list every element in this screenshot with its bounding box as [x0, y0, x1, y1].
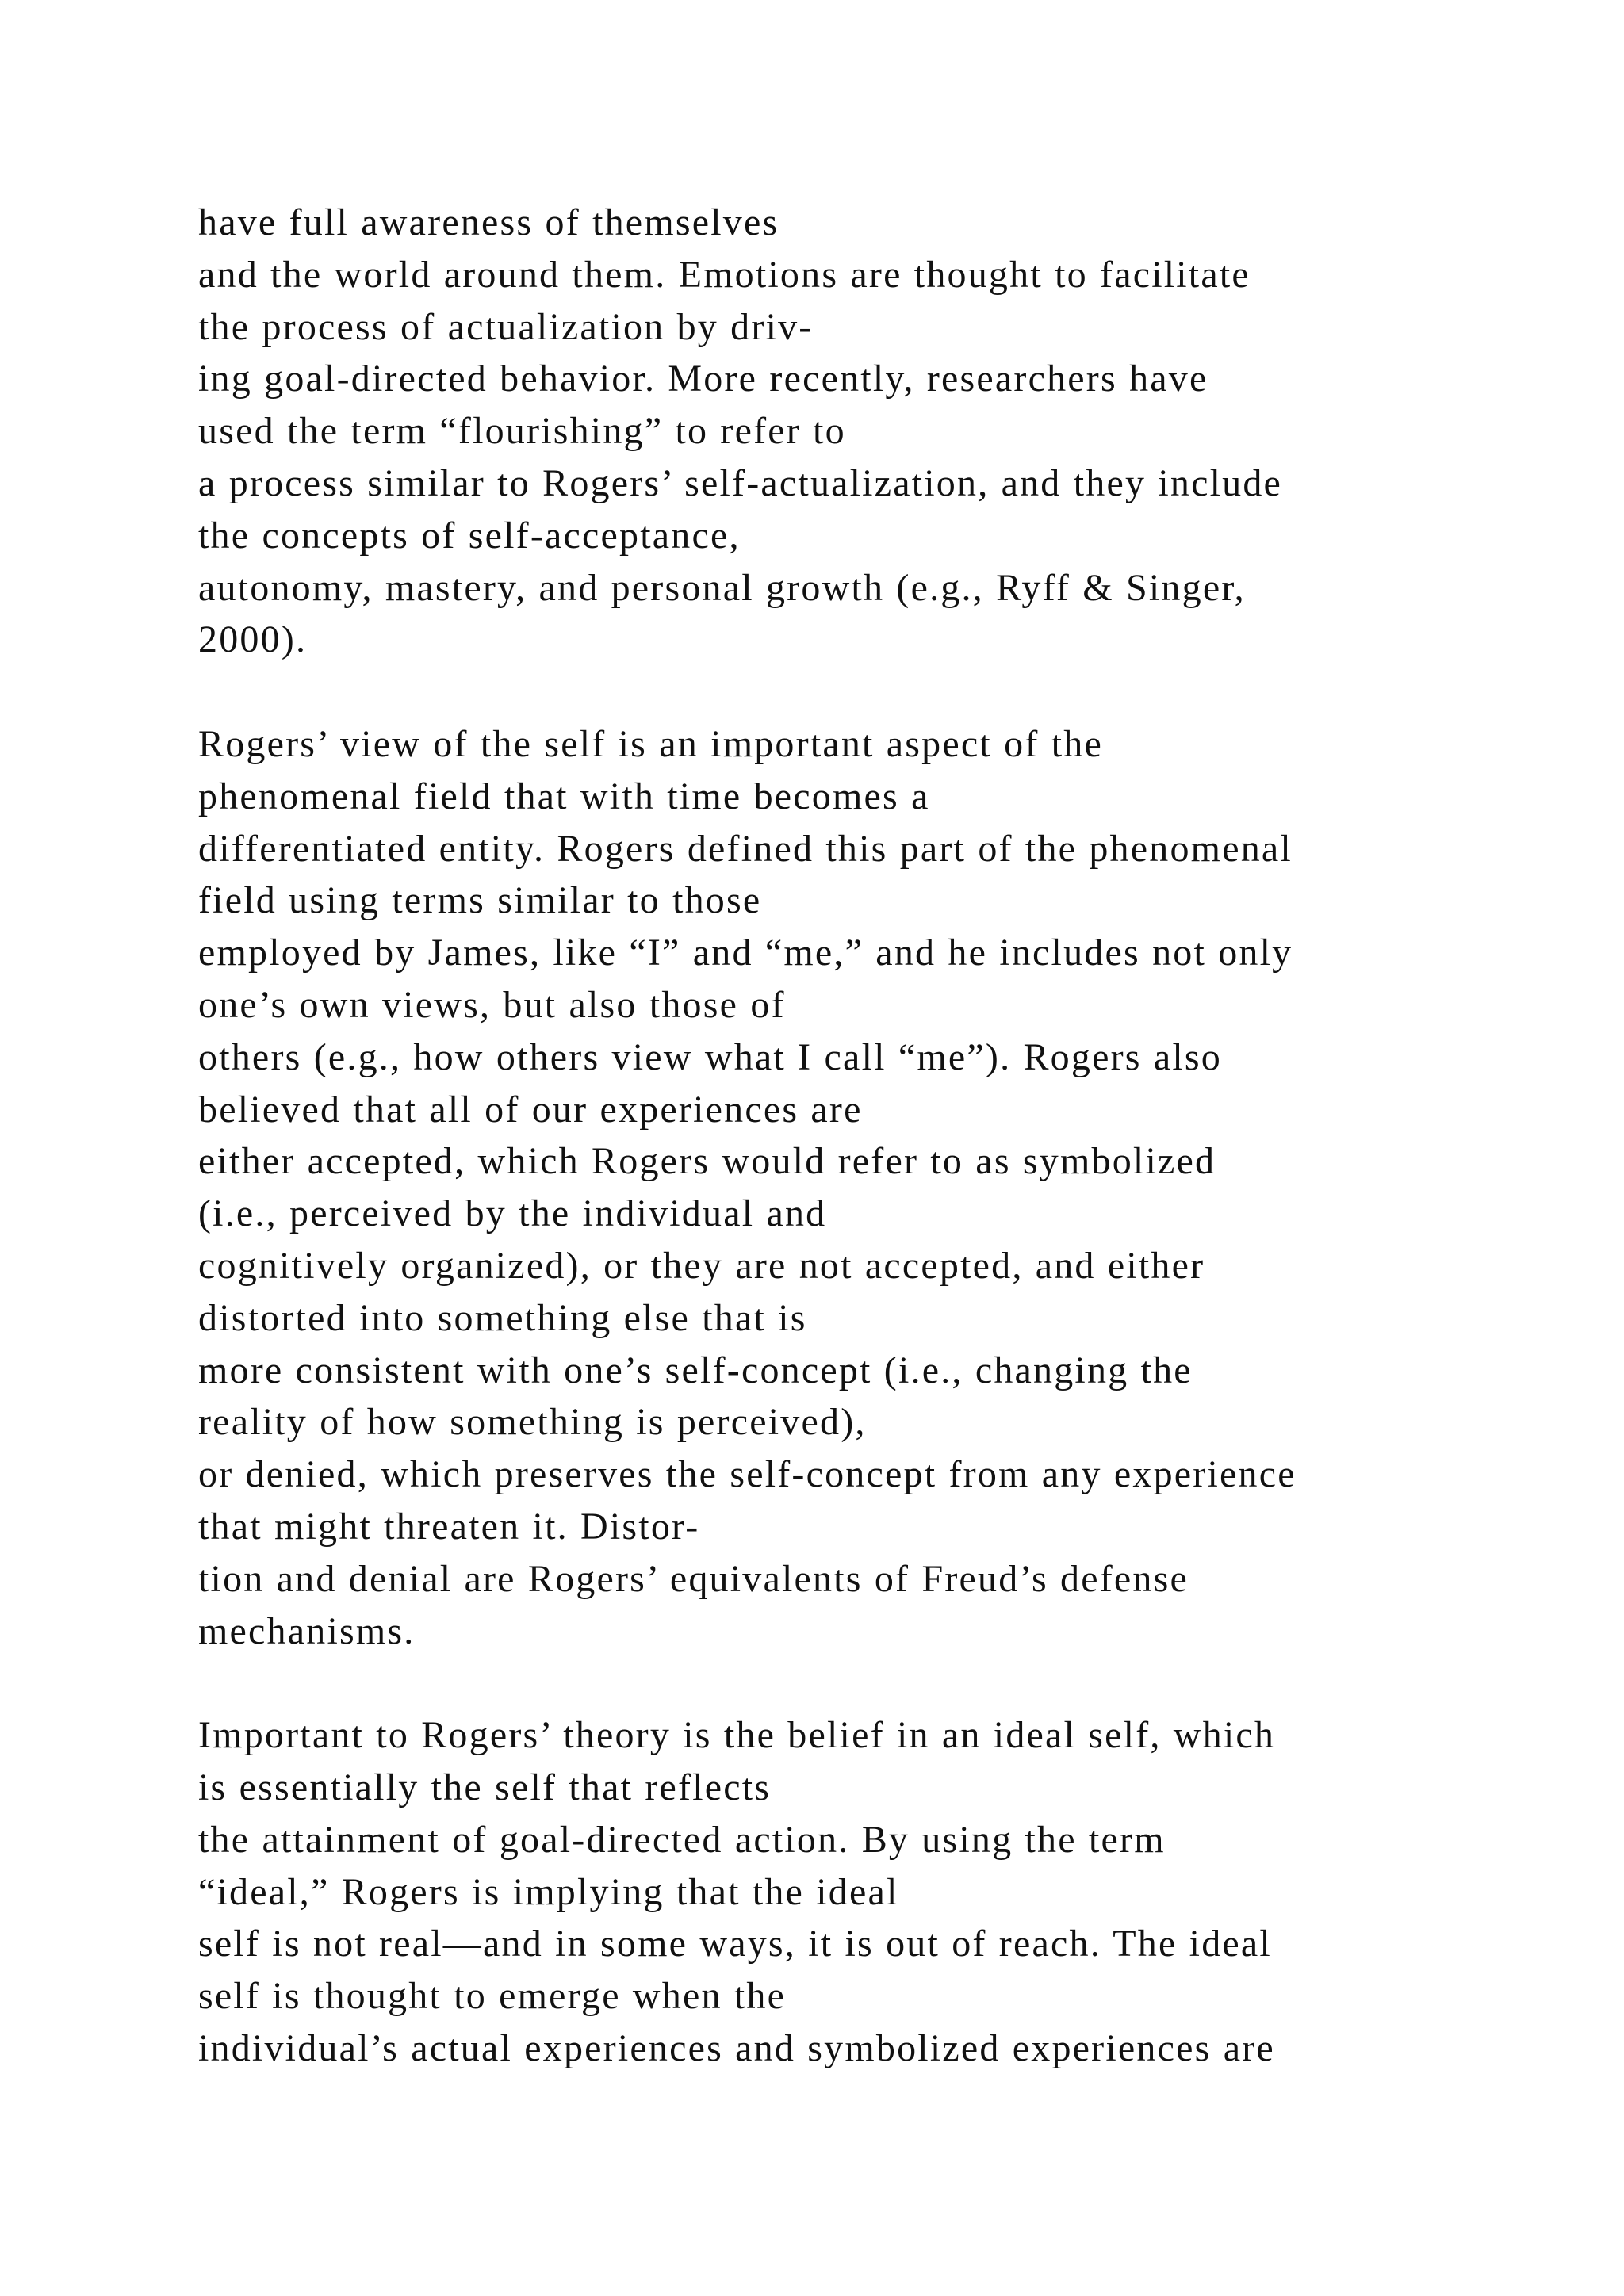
document-body	[198, 197, 1546, 2075]
text-line: autonomy, mastery, and personal growth (e.g., Ryff & Singer,	[198, 566, 1246, 609]
text-line: Important to Rogers’ theory is the belief in an ideal self, which	[198, 1714, 1276, 1757]
text-line: the attainment of goal-directed action. By using the term	[198, 1818, 1166, 1861]
text-line: the concepts of self-acceptance,	[198, 514, 741, 557]
paragraph-spacer	[198, 666, 1546, 718]
text-line: tion and denial are Rogers’ equivalents of Freud’s defense	[198, 1557, 1189, 1600]
paragraph-actualization	[198, 197, 1546, 666]
text-line: Rogers’ view of the self is an important aspect of the	[198, 722, 1103, 765]
text-line: “ideal,” Rogers is implying that the ideal	[198, 1870, 899, 1913]
text-line: others (e.g., how others view what I call “me”). Rogers also	[198, 1035, 1222, 1078]
text-line: a process similar to Rogers’ self-actualization, and they include	[198, 461, 1283, 504]
text-line: 2000).	[198, 618, 308, 661]
text-line: either accepted, which Rogers would refer to as symbolized	[198, 1140, 1216, 1183]
text-line: believed that all of our experiences are	[198, 1088, 863, 1131]
text-line: the process of actualization by driv-	[198, 305, 814, 348]
text-line: reality of how something is perceived),	[198, 1401, 867, 1444]
text-line: cognitively organized), or they are not accepted, and either	[198, 1244, 1205, 1287]
paragraph-ideal-self	[198, 1709, 1546, 2075]
text-line: more consistent with one’s self-concept (i.e., changing the	[198, 1349, 1193, 1391]
paragraph-spacer	[198, 1657, 1546, 1709]
text-line: (i.e., perceived by the individual and	[198, 1192, 827, 1235]
text-line: mechanisms.	[198, 1609, 416, 1652]
text-line: phenomenal field that with time becomes a	[198, 775, 930, 817]
paragraph-view-of-self	[198, 718, 1546, 1657]
text-line: self is not real—and in some ways, it is out of reach. The ideal	[198, 1923, 1272, 1965]
text-line: is essentially the self that reflects	[198, 1766, 772, 1808]
text-line: employed by James, like “I” and “me,” and he includes not only	[198, 932, 1293, 974]
text-line: self is thought to emerge when the	[198, 1975, 787, 2018]
text-line: individual’s actual experiences and symbolized experiences are	[198, 2026, 1275, 2069]
text-line: used the term “flourishing” to refer to	[198, 410, 846, 453]
text-line: have full awareness of themselves	[198, 201, 779, 243]
text-line: distorted into something else that is	[198, 1296, 807, 1339]
text-line: that might threaten it. Distor-	[198, 1505, 700, 1548]
text-line: and the world around them. Emotions are thought to facilitate	[198, 253, 1251, 296]
text-line: field using terms similar to those	[198, 879, 762, 922]
text-line: or denied, which preserves the self-concept from any experience	[198, 1453, 1297, 1496]
text-line: differentiated entity. Rogers defined this part of the phenomenal	[198, 827, 1293, 870]
text-line: ing goal-directed behavior. More recently, researchers have	[198, 358, 1208, 400]
text-line: one’s own views, but also those of	[198, 983, 786, 1026]
